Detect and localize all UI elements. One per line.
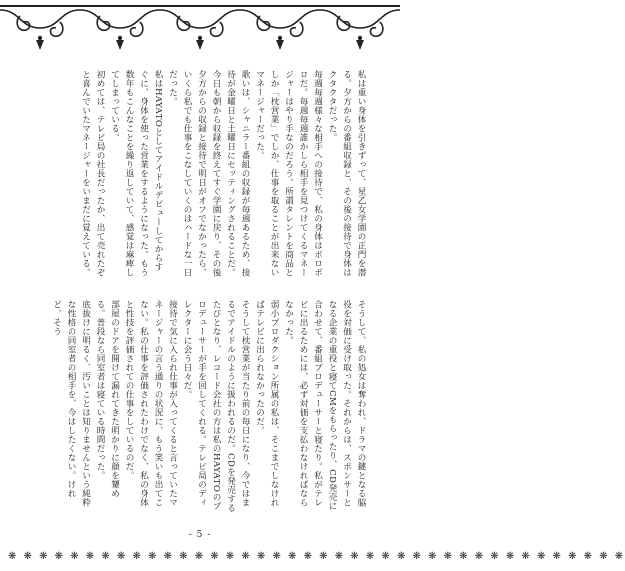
paragraph: 歌いは、シャニラー番組の収録が毎週あるため、接待が金曜日と土曜日にセッティングされることだ。今日も朝から収録を終えてすぐ学園に戻り、その後夕方からの収録と接待で明日がオフでなかったら、いくら私でも仕事をこなしていくのはハードな一日だった。 <box>167 70 250 277</box>
paragraph: 私はHAYATOとしてアイドルデビューしてからすぐに、身体を使った営業をするようになった。もう数年もこんなことを繰り返していて、感覚は麻痺してしまっている。 <box>109 70 163 277</box>
bottom-star-border: ❋ ❋ ❋ ❋ ❋ ❋ ❋ ❋ ❋ ❋ ❋ ❋ ❋ ❋ ❋ ❋ ❋ ❋ ❋ ❋ ❋ ❋ ❋ ❋ ❋ ❋ ❋ ❋ ❋ ❋ ❋ ❋ ❋ ❋ ❋ ❋ ❋ ❋ ❋ ❋ <box>8 551 625 562</box>
paragraph: そうして枕営業が当たり前の毎日になり、今ではまるでアイドルのように扱われるのだ。CDを発売するたびとなり、レコード会社の方は私のHAYATOのプロデューサーが手を回してくれる。テレビ局のディレクターに会う日々だ。 <box>182 300 250 513</box>
lower-text-block <box>38 300 368 515</box>
paragraph: 底抜けに明るく、汚いことは知りませんという純粋な性格の同室者の相手を、今はしたくない。けれど、そう <box>51 300 91 507</box>
paragraph: 接待で気に入られ仕事が入ってくると言っていたマネージャーの言う通りの状況に、もう笑いも出てこない。私の仕事を評価されたわけでなく、私の身体と性技を評価されての仕事をしているのだ。 <box>124 300 178 507</box>
upper-text-block <box>38 70 368 278</box>
paragraph: 毎週毎週様々な相手への接待で、私の身体はボロボロだ。毎週毎週誰かしら相手を見つけてくるマネージャーはやり手なのだろう。所謂タレントを商品としか「枕営業」でしか、仕事を取ることが出来ないマネージャーだった。 <box>254 70 323 277</box>
page-number: - 5 - <box>188 530 212 540</box>
paragraph: 初めては、テレビ局の社長だったか、出て売れたぞと喜んでいたマネージャーをいまだに覚えている。 <box>80 70 105 277</box>
paragraph: そうして、私の処女は奪われ、ドラマの鍵となる脇役を対価に受け取った。それからは、スポンサーとなる企業の重役と寝てCMをもらったり、CD発売に合わせて、番組プロデューサーと寝たり。私がテレビに出るためには、必ず対価を支払わなければならなかった。 <box>283 300 366 511</box>
top-ornament-border <box>0 0 400 60</box>
paragraph: 弱小プロダクション所属の私は、そこまでしなければテレビに出られなかったのだ。 <box>254 300 279 507</box>
scroll-ornament-icon <box>0 0 400 60</box>
paragraph: 部屋のドアを開けて漏れてきた明かりに顔を顰める。普段なら同室者は寝ている時間だった。 <box>95 300 120 498</box>
paragraph: 私は重い身体を引きずって、星乙女学園の正門を潜る。夕方からの番組収録と、その後の接待で身体はクタクタだった。 <box>327 70 366 277</box>
